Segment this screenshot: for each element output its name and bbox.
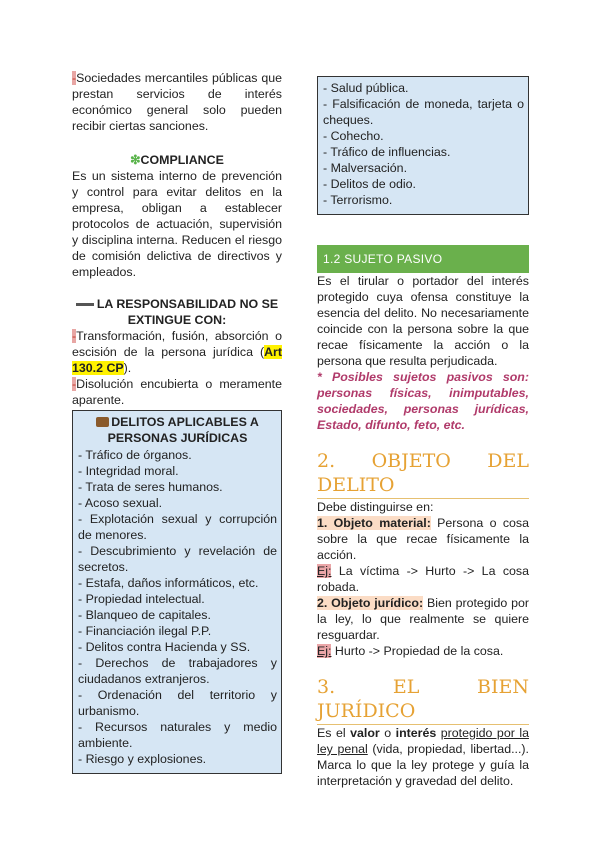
sujeto-pasivo-text: Es el tirular o portador del interés protegido cuya ofensa constituye la esencia del delito. No necesariamente coincide con la persona sobre la que recae físicamente la acción o la persona que resulta perjudicada. <box>317 274 529 368</box>
responsabilidad-title: LA RESPONSABILIDAD NO SE EXTINGUE CON: <box>96 297 279 327</box>
delito-item: - Tráfico de órganos. <box>78 448 192 462</box>
delito-item: - Estafa, daños informáticos, etc. <box>78 576 259 590</box>
bullet-marker: - <box>72 377 77 391</box>
delito-item: - Ordenación del territorio y urbanismo. <box>78 688 277 718</box>
delito-item: - Salud pública. <box>323 81 409 95</box>
delito-item: - Recursos naturales y medio ambiente. <box>78 720 277 750</box>
text-part: o <box>379 726 396 740</box>
delito-item: - Financiación ilegal P.P. <box>78 624 212 638</box>
delito-item: - Integridad moral. <box>78 464 179 478</box>
bien-text <box>317 725 529 789</box>
compliance-text: Es un sistema interno de prevención y control para evitar delitos en la empresa, obligan a establecer protocolos de actuación, supervisión y disciplina interna. Reducen el riesgo de comisión delictiva de directivos y empleados. <box>72 169 282 279</box>
example-2 <box>317 643 529 659</box>
delitos-box-title <box>78 414 277 446</box>
delitos-list-continued <box>323 80 524 208</box>
delito-item: - Derechos de trabajadores y ciudadanos extranjeros. <box>78 656 277 686</box>
objeto-title: 2. OBJETO DEL DELITO <box>317 449 529 499</box>
delito-item: - Explotación sexual y corrupción de menores. <box>78 512 277 542</box>
delito-item: - Trata de seres humanos. <box>78 480 223 494</box>
delitos-box <box>72 410 282 774</box>
delito-item: - Propiedad intelectual. <box>78 592 205 606</box>
delito-item: - Acoso sexual. <box>78 496 163 510</box>
delito-item: - Falsificación de moneda, tarjeta o cheques. <box>323 97 524 127</box>
bien-title: 3. EL BIEN JURÍDICO <box>317 675 529 725</box>
article-reference: Art 130.2 CP <box>72 345 282 375</box>
example-text: La víctima -> Hurto -> La cosa robada. <box>317 564 529 594</box>
objeto-material <box>317 515 529 563</box>
responsabilidad-item-1 <box>72 328 282 376</box>
objeto-intro: Debe distinguirse en: <box>317 500 434 514</box>
example-label: Ej: <box>317 644 332 658</box>
intro-text: Sociedades mercantiles públicas que prestan servicios de interés económico general solo pueden recibir ciertas sanciones. <box>72 71 282 133</box>
dash-icon <box>76 303 94 306</box>
bullet-marker: - <box>72 71 77 85</box>
delitos-list <box>78 447 277 767</box>
text-part: (vida, propiedad, libertad...). Marca lo que la ley protege y guía la interpretación y gravedad del delito. <box>317 742 529 788</box>
item-end: ). <box>123 361 132 375</box>
sujeto-pasivo-banner: 1.2 SUJETO PASIVO <box>317 245 529 273</box>
interes-word: interés <box>395 726 437 740</box>
valor-word: valor <box>350 726 380 740</box>
delito-item: - Tráfico de influencias. <box>323 145 451 159</box>
delito-item: - Delitos contra Hacienda y SS. <box>78 640 251 654</box>
delitos-title-text: DELITOS APLICABLES A PERSONAS JURÍDICAS <box>107 415 259 445</box>
delito-item: - Blanqueo de capitales. <box>78 608 211 622</box>
compliance-heading <box>72 152 282 168</box>
delito-item: - Terrorismo. <box>323 193 393 207</box>
sparkle-icon: ❇ <box>130 153 141 167</box>
bullet-marker: - <box>72 329 77 343</box>
juridico-label: 2. Objeto jurídico: <box>317 596 424 610</box>
example-label: Ej: <box>317 564 332 578</box>
right-column <box>317 76 529 789</box>
material-text: Persona o cosa sobre la que recae físicamente la acción. <box>317 516 529 562</box>
intro-paragraph <box>72 70 282 134</box>
briefcase-icon <box>96 417 109 427</box>
delitos-box-continued <box>317 76 529 215</box>
sujeto-pasivo-note: * Posibles sujetos pasivos son: personas físicas, inimputables, sociedades, personas jurídicas, Estado, difunto, feto, etc. <box>317 370 529 432</box>
responsabilidad-item-2 <box>72 376 282 408</box>
compliance-title: COMPLIANCE <box>140 153 224 167</box>
delito-item: - Malversación. <box>323 161 408 175</box>
left-column <box>72 70 282 774</box>
example-1 <box>317 563 529 595</box>
delito-item: - Riesgo y explosiones. <box>78 752 207 766</box>
item-text: Disolución encubierta o meramente aparente. <box>72 377 282 407</box>
protegido-phrase: protegido por la ley penal <box>317 726 529 756</box>
delito-item: - Descubrimiento y revelación de secretos. <box>78 544 277 574</box>
text-part: Es el <box>317 726 351 740</box>
material-label: 1. Objeto material: <box>317 516 431 530</box>
item-text: Transformación, fusión, absorción o escisión de la persona jurídica ( <box>72 329 282 359</box>
delito-item: - Delitos de odio. <box>323 177 416 191</box>
objeto-juridico <box>317 595 529 643</box>
responsabilidad-heading <box>72 296 282 328</box>
delito-item: - Cohecho. <box>323 129 384 143</box>
juridico-text: Bien protegido por la ley, lo que realmente se quiere resguardar. <box>317 596 529 642</box>
example-text: Hurto -> Propiedad de la cosa. <box>331 644 504 658</box>
